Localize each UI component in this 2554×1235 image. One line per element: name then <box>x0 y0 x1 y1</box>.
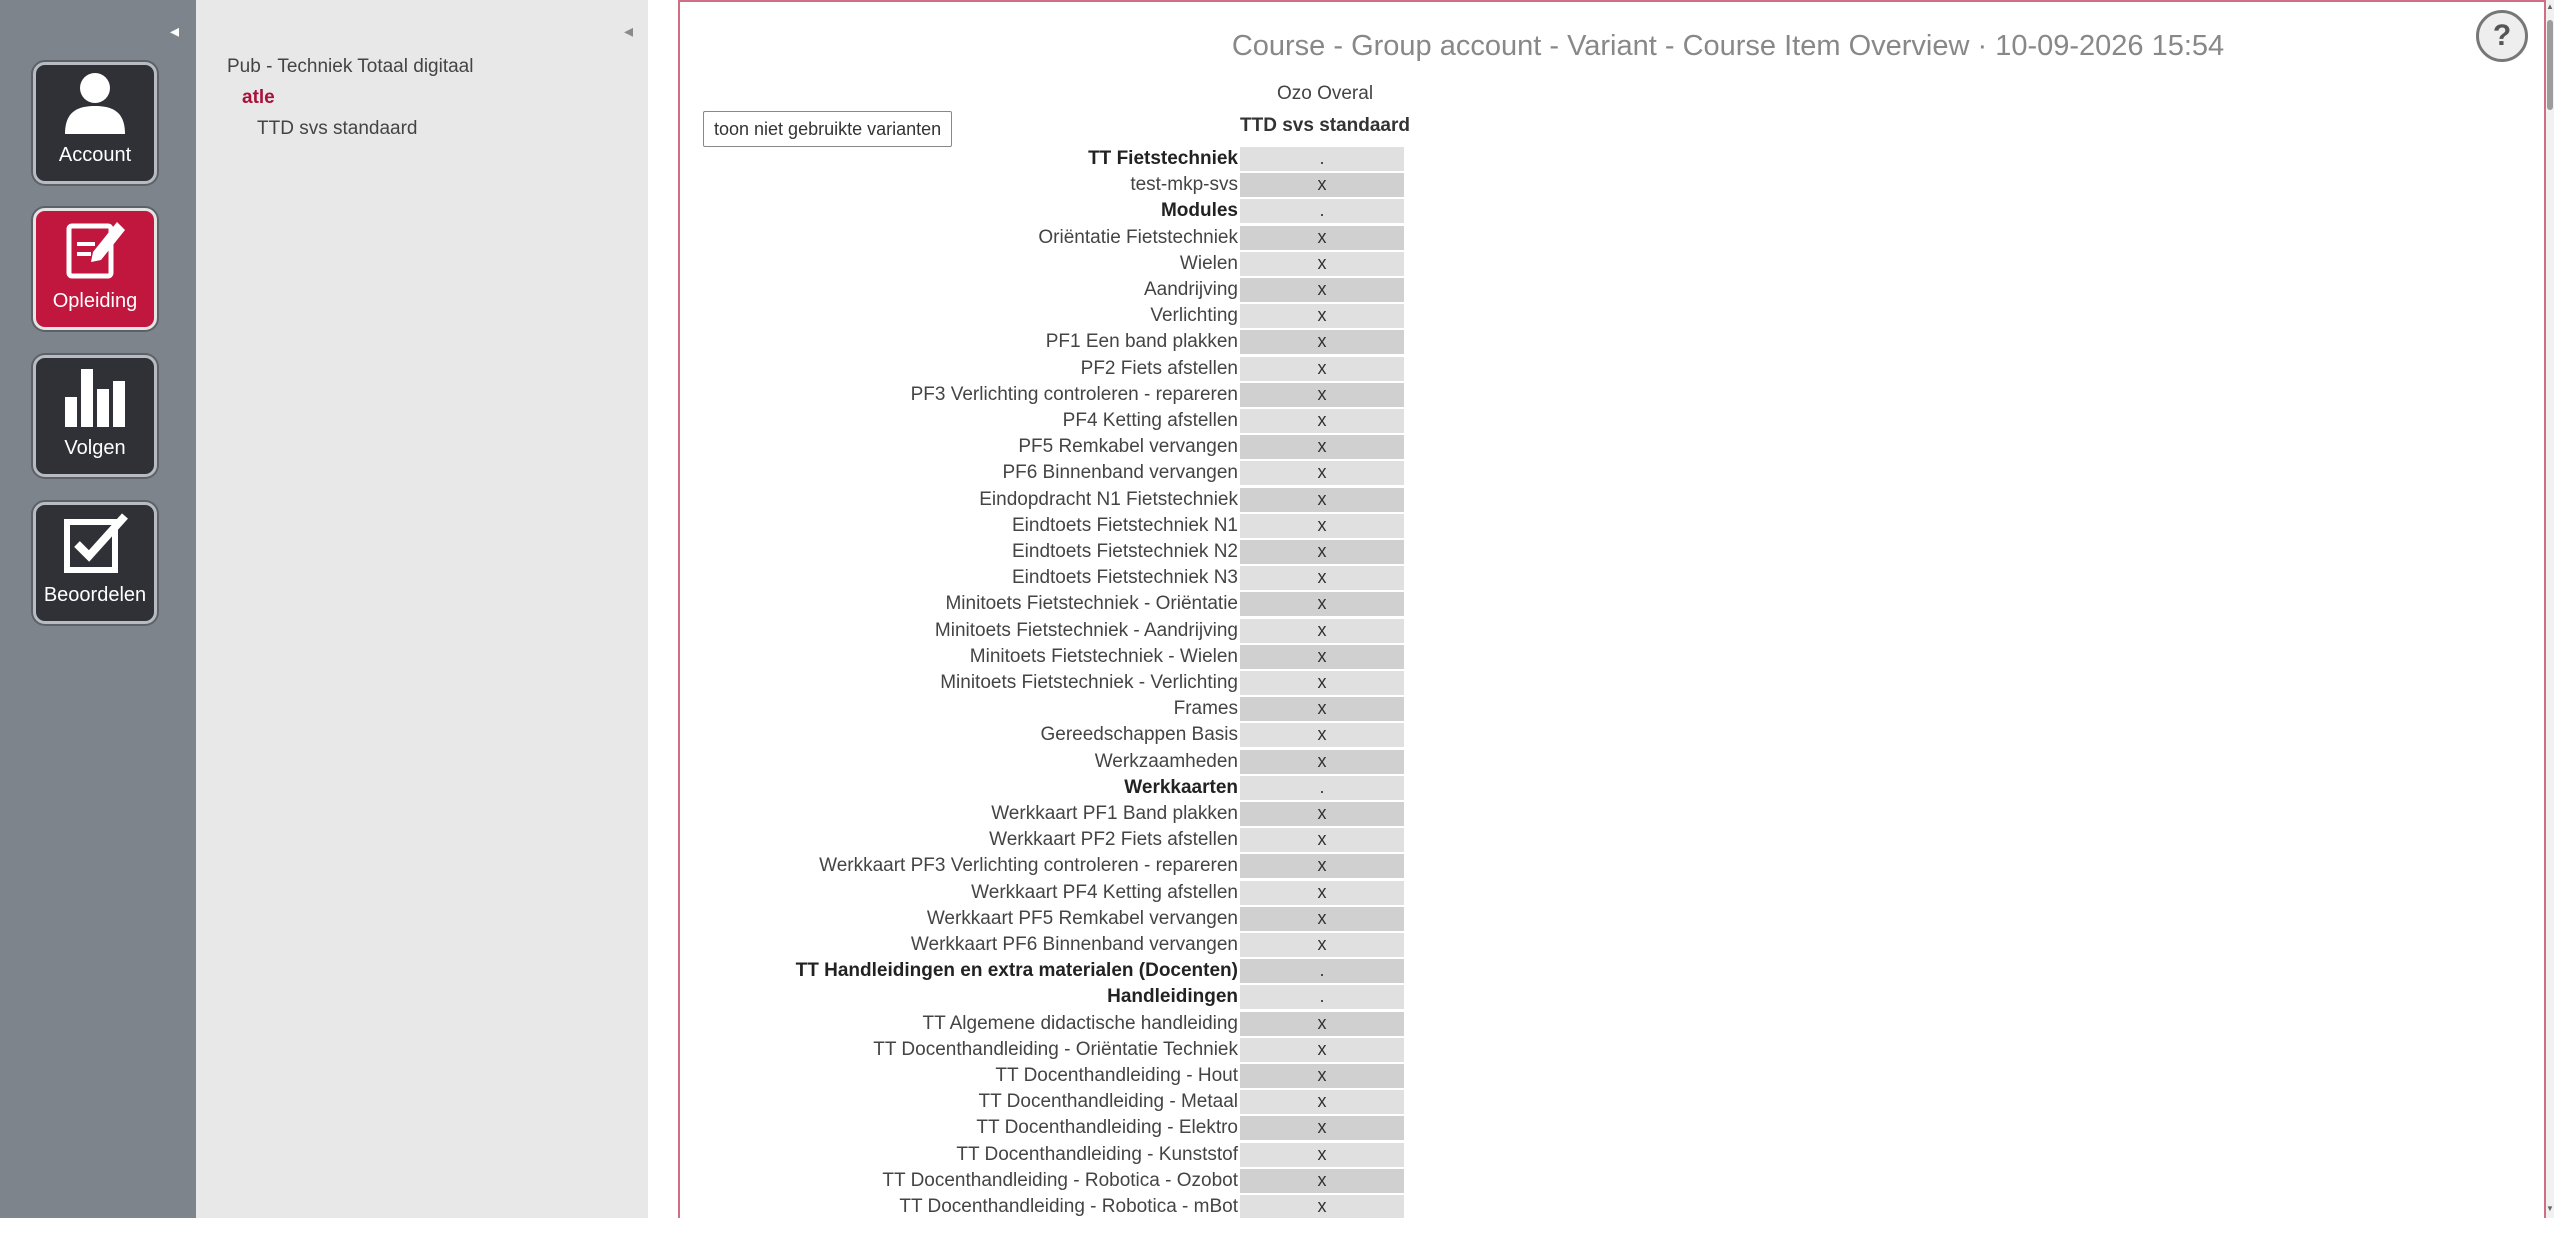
variant-cell[interactable]: x <box>1240 750 1404 774</box>
table-row <box>680 277 1680 303</box>
table-row <box>680 356 1680 382</box>
nav-tile-opleiding[interactable] <box>33 208 157 330</box>
table-row <box>680 984 1680 1010</box>
table-row <box>680 827 1680 853</box>
nav-tile-label: Beoordelen <box>43 584 147 606</box>
page-title: Course - Group account - Variant - Course Item Overview · 10-09-2026 15:54 <box>1231 30 2225 62</box>
course-item-name: Wielen <box>1179 253 1238 274</box>
table-row <box>680 303 1680 329</box>
variant-cell[interactable]: x <box>1240 173 1404 197</box>
table-row <box>680 722 1680 748</box>
table-row <box>680 880 1680 906</box>
table-row <box>680 408 1680 434</box>
course-item-name: PF1 Een band plakken <box>1045 331 1238 352</box>
variant-cell[interactable]: x <box>1240 1090 1404 1114</box>
course-item-name: Werkkaart PF3 Verlichting controleren - repareren <box>819 855 1238 876</box>
table-row <box>680 1011 1680 1037</box>
table-row <box>680 251 1680 277</box>
course-item-name: Werkkaart PF2 Fiets afstellen <box>989 829 1238 850</box>
course-item-name: test-mkp-svs <box>1130 174 1238 195</box>
table-row <box>680 513 1680 539</box>
variant-cell[interactable]: x <box>1240 592 1404 616</box>
course-item-name: TT Docenthandleiding - Kunststof <box>956 1144 1238 1165</box>
variant-column-header: TTD svs standaard <box>1240 115 1410 136</box>
course-item-name: PF4 Ketting afstellen <box>1062 410 1238 431</box>
variant-cell[interactable]: x <box>1240 723 1404 747</box>
table-row <box>680 1168 1680 1194</box>
course-item-name: Werkkaart PF1 Band plakken <box>991 803 1238 824</box>
course-item-name: TT Docenthandleiding - Oriëntatie Techniek <box>873 1039 1238 1060</box>
course-tree-panel <box>196 0 648 1218</box>
table-row <box>680 434 1680 460</box>
table-row <box>680 1089 1680 1115</box>
table-row <box>680 644 1680 670</box>
course-item-name: TT Docenthandleiding - Robotica - mBot <box>899 1196 1238 1217</box>
edit-document-icon <box>59 216 131 282</box>
table-row <box>680 958 1680 984</box>
table-row <box>680 1194 1680 1218</box>
variant-cell[interactable]: x <box>1240 671 1404 695</box>
variant-cell[interactable]: x <box>1240 1116 1404 1140</box>
tree-node-group[interactable]: atle <box>242 87 275 108</box>
scrollbar-thumb[interactable] <box>2547 20 2553 110</box>
variant-cell[interactable]: . <box>1240 985 1404 1009</box>
course-item-name: Werkkaart PF4 Ketting afstellen <box>971 882 1238 903</box>
course-item-name: Frames <box>1173 698 1238 719</box>
table-row <box>680 801 1680 827</box>
table-row <box>680 1063 1680 1089</box>
variant-cell[interactable]: x <box>1240 1169 1404 1193</box>
course-item-name: TT Docenthandleiding - Hout <box>995 1065 1238 1086</box>
tree-node-course[interactable]: Pub - Techniek Totaal digitaal <box>227 56 474 77</box>
course-item-name: PF3 Verlichting controleren - repareren <box>910 384 1238 405</box>
variant-cell[interactable]: . <box>1240 147 1404 171</box>
variant-cell[interactable]: x <box>1240 278 1404 302</box>
course-item-name: PF6 Binnenband vervangen <box>1002 462 1238 483</box>
course-item-name: Werkkaarten <box>1124 777 1238 798</box>
group-column-header: Ozo Overal <box>1276 83 1374 104</box>
variant-cell[interactable]: x <box>1240 1064 1404 1088</box>
course-item-name: Minitoets Fietstechniek - Verlichting <box>940 672 1238 693</box>
table-row <box>680 749 1680 775</box>
variant-cell[interactable]: x <box>1240 1012 1404 1036</box>
variant-cell[interactable]: x <box>1240 540 1404 564</box>
main-nav-rail <box>0 0 196 1218</box>
variant-cell[interactable]: . <box>1240 776 1404 800</box>
table-row <box>680 775 1680 801</box>
course-item-name: TT Docenthandleiding - Elektro <box>976 1117 1238 1138</box>
user-icon <box>59 70 131 136</box>
course-item-name: TT Handleidingen en extra materialen (Docenten) <box>795 960 1238 981</box>
variant-cell[interactable]: x <box>1240 645 1404 669</box>
course-item-name: Minitoets Fietstechniek - Aandrijving <box>934 620 1238 641</box>
variant-cell[interactable]: x <box>1240 933 1404 957</box>
nav-tile-label: Volgen <box>64 437 126 459</box>
tree-node-variant[interactable]: TTD svs standaard <box>257 118 418 139</box>
variant-cell[interactable]: x <box>1240 304 1404 328</box>
course-item-name: PF5 Remkabel vervangen <box>1018 436 1238 457</box>
course-item-name: Werkkaart PF5 Remkabel vervangen <box>926 908 1238 929</box>
variant-cell[interactable]: x <box>1240 252 1404 276</box>
table-row <box>680 329 1680 355</box>
variant-cell[interactable]: x <box>1240 619 1404 643</box>
variant-cell[interactable]: x <box>1240 1195 1404 1218</box>
show-unused-variants-button[interactable]: toon niet gebruikte varianten <box>703 111 952 147</box>
variant-cell[interactable]: x <box>1240 514 1404 538</box>
table-row <box>680 487 1680 513</box>
variant-cell[interactable]: . <box>1240 959 1404 983</box>
variant-cell[interactable]: x <box>1240 409 1404 433</box>
content-frame <box>678 0 2546 1218</box>
course-item-name: Aandrijving <box>1144 279 1238 300</box>
course-item-name: Werkzaamheden <box>1094 751 1238 772</box>
course-item-name: Eindopdracht N1 Fietstechniek <box>979 489 1238 510</box>
variant-cell[interactable]: x <box>1240 802 1404 826</box>
scroll-up-arrow-icon[interactable]: ▲ <box>2546 2 2554 11</box>
variant-cell[interactable]: x <box>1240 854 1404 878</box>
variant-cell[interactable]: x <box>1240 1038 1404 1062</box>
course-item-name: TT Docenthandleiding - Metaal <box>978 1091 1238 1112</box>
course-item-name: Minitoets Fietstechniek - Wielen <box>969 646 1238 667</box>
course-item-name: Werkkaart PF6 Binnenband vervangen <box>910 934 1238 955</box>
course-item-name: Eindtoets Fietstechniek N2 <box>1011 541 1238 562</box>
collapse-nav-icon[interactable]: ◂ <box>170 21 180 41</box>
collapse-tree-icon[interactable]: ◂ <box>624 21 634 41</box>
scroll-down-arrow-icon[interactable]: ▼ <box>2546 1204 2554 1213</box>
variant-cell[interactable]: x <box>1240 907 1404 931</box>
help-button[interactable]: ? <box>2476 10 2528 62</box>
table-row <box>680 539 1680 565</box>
table-row <box>680 146 1680 172</box>
table-row <box>680 1142 1680 1168</box>
table-row <box>680 565 1680 591</box>
table-row <box>680 696 1680 722</box>
variant-cell[interactable]: x <box>1240 697 1404 721</box>
table-row <box>680 670 1680 696</box>
table-row <box>680 591 1680 617</box>
table-row <box>680 1037 1680 1063</box>
vertical-scrollbar[interactable] <box>2546 0 2554 1218</box>
course-item-name: Handleidingen <box>1107 986 1238 1007</box>
variant-cell[interactable]: x <box>1240 330 1404 354</box>
variant-cell[interactable]: . <box>1240 199 1404 223</box>
variant-cell[interactable]: x <box>1240 1143 1404 1167</box>
course-item-name: Minitoets Fietstechniek - Oriëntatie <box>945 593 1238 614</box>
variant-cell[interactable]: x <box>1240 383 1404 407</box>
course-item-name: Modules <box>1160 200 1238 221</box>
table-row <box>680 932 1680 958</box>
table-row <box>680 198 1680 224</box>
course-item-name: Oriëntatie Fietstechniek <box>1038 227 1238 248</box>
course-item-name: TT Fietstechniek <box>1088 148 1238 169</box>
nav-tile-beoordelen[interactable] <box>33 502 157 624</box>
checkbox-icon <box>59 510 131 576</box>
variant-cell[interactable]: x <box>1240 357 1404 381</box>
table-row <box>680 172 1680 198</box>
variant-cell[interactable]: x <box>1240 566 1404 590</box>
table-row <box>680 382 1680 408</box>
table-row <box>680 853 1680 879</box>
course-item-name: PF2 Fiets afstellen <box>1080 358 1238 379</box>
course-item-name: TT Docenthandleiding - Robotica - Ozobot <box>882 1170 1238 1191</box>
nav-tile-volgen[interactable] <box>33 355 157 477</box>
table-row <box>680 906 1680 932</box>
table-row <box>680 225 1680 251</box>
variant-cell[interactable]: x <box>1240 881 1404 905</box>
nav-tile-account[interactable] <box>33 62 157 184</box>
variant-cell[interactable]: x <box>1240 226 1404 250</box>
course-item-name: Gereedschappen Basis <box>1040 724 1238 745</box>
course-item-name: Verlichting <box>1150 305 1238 326</box>
variant-cell[interactable]: x <box>1240 828 1404 852</box>
nav-tile-label: Account <box>58 144 132 166</box>
table-row <box>680 618 1680 644</box>
table-row <box>680 460 1680 486</box>
table-row <box>680 1115 1680 1141</box>
course-item-name: TT Algemene didactische handleiding <box>922 1013 1238 1034</box>
bar-chart-icon <box>59 363 131 429</box>
variant-cell[interactable]: x <box>1240 488 1404 512</box>
variant-cell[interactable]: x <box>1240 461 1404 485</box>
course-item-name: Eindtoets Fietstechniek N1 <box>1011 515 1238 536</box>
nav-tile-label: Opleiding <box>52 290 138 312</box>
variant-cell[interactable]: x <box>1240 435 1404 459</box>
course-item-name: Eindtoets Fietstechniek N3 <box>1011 567 1238 588</box>
